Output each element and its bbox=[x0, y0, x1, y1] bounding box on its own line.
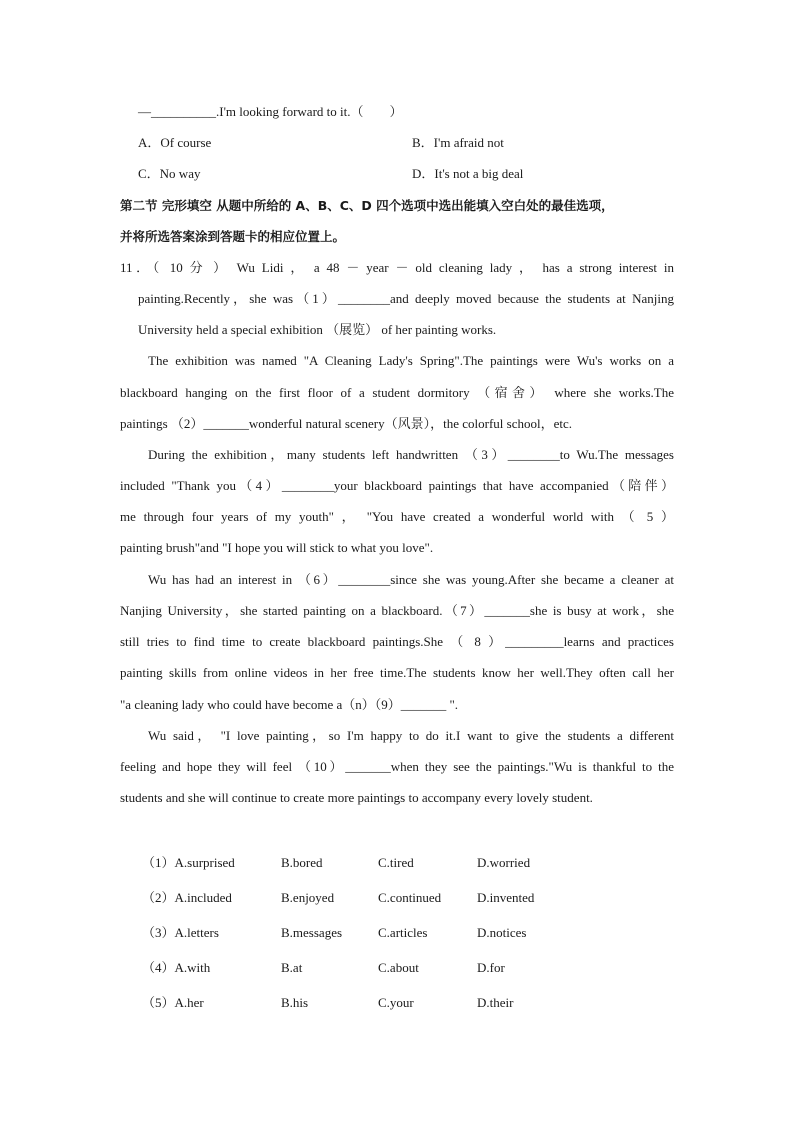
choice-c[interactable]: C.about bbox=[378, 960, 419, 975]
choice-a[interactable]: A.her bbox=[174, 995, 204, 1010]
choice-b[interactable]: B.at bbox=[281, 960, 303, 975]
option-letter: B． bbox=[412, 135, 434, 150]
q10-option-d[interactable] bbox=[412, 164, 523, 184]
choice-b[interactable]: B.his bbox=[281, 995, 309, 1010]
choice-a[interactable]: A.letters bbox=[174, 925, 219, 940]
passage-line: Nanjing University，she started painting on a blackboard.（7）_______she is busy at work，she bbox=[120, 603, 674, 618]
passage-line: "a cleaning lady who could have become a（n）（9）_______ ". bbox=[120, 697, 459, 712]
q10-option-a[interactable] bbox=[138, 133, 211, 153]
passage-line: Wu has had an interest in （6）________since she was young.After she became a cleaner at bbox=[148, 572, 674, 587]
passage-line: 11．（ 10 分 ） Wu Lidi ， a 48 － year － old cleaning lady ， has a strong interest in bbox=[120, 260, 674, 275]
passage-line: feeling and hope they will feel （10）_______when they see the paintings."Wu is thankful to the bbox=[120, 759, 674, 774]
passage-line: still tries to find time to create blackboard paintings.She （ 8 ）_________learns and practices bbox=[120, 634, 674, 649]
choice-a[interactable]: A.included bbox=[174, 890, 232, 905]
choice-number: （3）A.letters bbox=[142, 925, 219, 940]
option-text: I'm afraid not bbox=[433, 135, 504, 150]
choice-number: （5）A.her bbox=[142, 995, 204, 1010]
q10-option-c[interactable] bbox=[138, 164, 200, 184]
option-letter: C． bbox=[138, 166, 160, 181]
option-text: It's not a big deal bbox=[434, 166, 524, 181]
section-heading-line2: 并将所选答案涂到答题卡的相应位置上。 bbox=[120, 229, 346, 244]
choice-a[interactable]: A.with bbox=[174, 960, 211, 975]
choice-b[interactable]: B.bored bbox=[281, 855, 323, 870]
choice-c[interactable]: C.your bbox=[378, 995, 414, 1010]
passage-line: University held a special exhibition （展览） of her painting works. bbox=[138, 322, 497, 337]
passage-line: blackboard hanging on the first floor of a student dormitory （宿舍） where she works.The bbox=[120, 385, 674, 400]
passage-line: included "Thank you（4）________your blackboard paintings that have accompanied（陪伴） bbox=[120, 478, 674, 493]
passage-line: painting.Recently，she was（1）________and deeply moved because the students at Nanjing bbox=[138, 291, 674, 306]
option-text: No way bbox=[159, 166, 201, 181]
choice-b[interactable]: B.enjoyed bbox=[281, 890, 335, 905]
passage-line: painting skills from online videos in her free time.The students know her well.They often call her bbox=[120, 665, 674, 680]
choice-number: （4）A.with bbox=[142, 960, 211, 975]
choice-d[interactable]: D.worried bbox=[477, 855, 531, 870]
passage-line: During the exhibition，many students left handwritten （3）________to Wu.The messages bbox=[148, 447, 674, 462]
passage-line: Wu said， "I love painting，so I'm happy to do it.I want to give the students a different bbox=[148, 728, 674, 743]
q10-option-b[interactable] bbox=[412, 133, 504, 153]
passage-line: paintings （2）_______wonderful natural scenery（风景），the colorful school，etc. bbox=[120, 416, 573, 431]
choice-number: （1）A.surprised bbox=[142, 855, 235, 870]
section-heading-line1: 第二节 完形填空 从题中所给的 A、B、C、D 四个选项中选出能填入空白处的最佳选项， bbox=[120, 198, 614, 213]
choice-number: （2）A.included bbox=[142, 890, 232, 905]
q10-stem: —__________.I'm looking forward to it.（ ） bbox=[138, 104, 403, 119]
choice-c[interactable]: C.articles bbox=[378, 925, 428, 940]
choice-c[interactable]: C.tired bbox=[378, 855, 414, 870]
passage-line: me through four years of my youth" ， "You have created a wonderful world with （ 5 ） bbox=[120, 509, 674, 524]
choice-d[interactable]: D.for bbox=[477, 960, 505, 975]
passage-line: students and she will continue to create more paintings to accompany every lovely student. bbox=[120, 790, 593, 805]
option-text: Of course bbox=[160, 135, 212, 150]
passage-line: The exhibition was named "A Cleaning Lady's Spring".The paintings were Wu's works on a bbox=[148, 353, 674, 368]
choice-d[interactable]: D.notices bbox=[477, 925, 527, 940]
choice-c[interactable]: C.continued bbox=[378, 890, 442, 905]
option-letter: D． bbox=[412, 166, 435, 181]
choice-d[interactable]: D.invented bbox=[477, 890, 535, 905]
choice-d[interactable]: D.their bbox=[477, 995, 514, 1010]
option-letter: A． bbox=[138, 135, 161, 150]
passage-line: painting brush"and "I hope you will stick to what you love". bbox=[120, 540, 434, 555]
choice-a[interactable]: A.surprised bbox=[174, 855, 235, 870]
choice-b[interactable]: B.messages bbox=[281, 925, 343, 940]
